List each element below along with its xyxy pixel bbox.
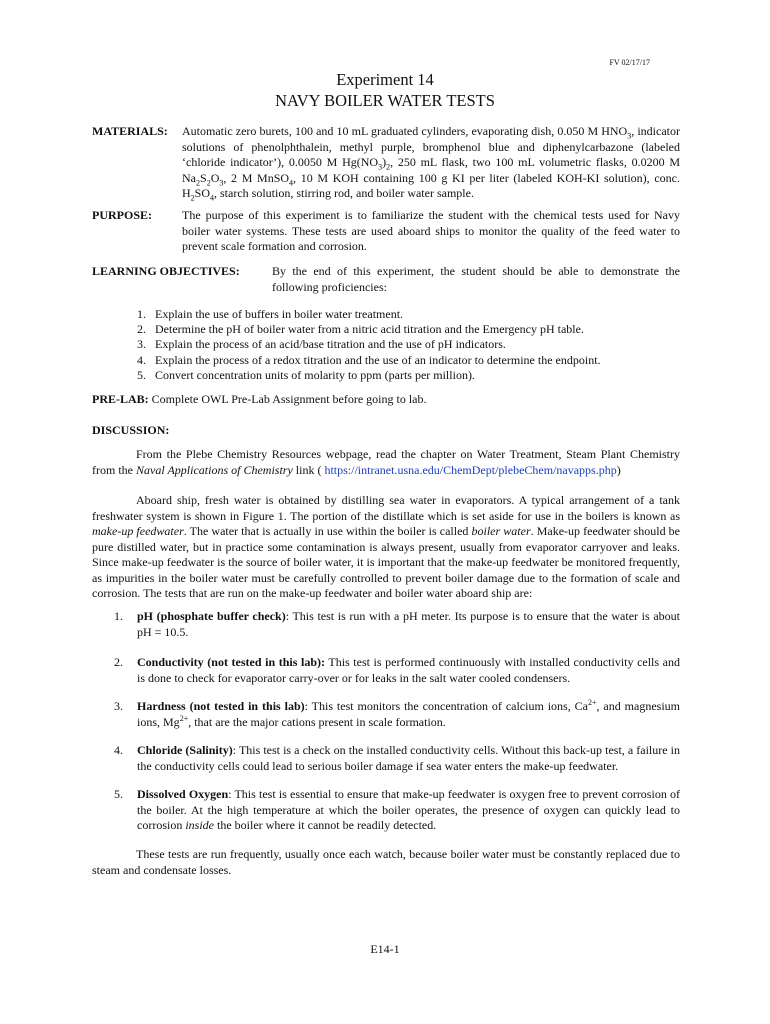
prelab-label: PRE-LAB: bbox=[92, 392, 149, 406]
discussion-paragraph-2: Aboard ship, fresh water is obtained by distilling sea water in evaporators. A typical arrangement of a tank freshwater system is shown in Figure 1. The portion of the distillate which is set aside for use in the boilers is known as make-up feedwater. The water that is actually in use within the boiler is called boiler water. Make-up feedwater should be pure distilled water, but in practice some contamination is always present, usually from evaporator carryover and leaks. Since make-up feedwater is the source of boiler water, it is important that the make-up feedwater be monitored frequently, as impurities in the boiler water must be carefully controlled to prevent boiler damage due to the formation of scale and corrosion. The tests that are run on the make-up feedwater and boiler water aboard ship are: bbox=[92, 493, 680, 600]
discussion-paragraph-3: These tests are run frequently, usually once each watch, because boiler water must be constantly replaced due to steam and condensate losses. bbox=[92, 847, 680, 877]
list-item: 4. Explain the process of a redox titration and the use of an indicator to determine the endpoint. bbox=[137, 352, 601, 367]
list-item: 5. Convert concentration units of molarity to ppm (parts per million). bbox=[137, 367, 475, 382]
experiment-title: NAVY BOILER WATER TESTS bbox=[275, 91, 495, 110]
experiment-number: Experiment 14 bbox=[336, 70, 434, 89]
materials-text: Automatic zero burets, 100 and 10 mL graduated cylinders, evaporating dish, 0.050 M $HNO_3$, indicator solutions of phenolphthalein, methyl purple, bromphenol blue and diphenylcarbazone (labeled ‘chloride indicator’), 0.0050 M $Hg(NO_3)_2$, 250 mL flask, two 100 mL volumetric flasks, 0.0200 M $Na_2S_2O_3$, 2 M MnSO$_4$, 10 M KOH containing 100 g KI per liter (labeled KOH-KI solution), conc. $H_2SO_4$, starch solution, stirring rod, and boiler water sample. bbox=[182, 124, 680, 203]
prelab-line bbox=[92, 392, 427, 407]
learning-objectives-intro: By the end of this experiment, the student should be able to demonstrate the following proficiencies: bbox=[272, 264, 680, 294]
prelab-text: Complete OWL Pre-Lab Assignment before going to lab. bbox=[148, 392, 427, 406]
list-item: 1. Explain the use of buffers in boiler water treatment. bbox=[137, 307, 404, 321]
revision-stamp: FV 02/17/17 bbox=[609, 58, 650, 67]
navapps-link[interactable]: https://intranet.usna.edu/ChemDept/plebeChem/navapps.php bbox=[324, 462, 617, 477]
list-item: 3. Explain the process of an acid/base titration and the use of pH indicators. bbox=[137, 337, 506, 352]
purpose-label: PURPOSE: bbox=[92, 208, 152, 222]
document-page: FV 02/17/17 Experiment 14 NAVY BOILER WATER TESTS MATERIALS: Automatic zero burets, 100 and 10 mL graduated cylinders, evaporating dish, 0.050 M $HNO_3$, indicator solutions of phenolphthalein, methyl purple, bromphenol blue and diphenylcarbazone (labeled ‘chloride indicator’), 0.0050 M $Hg(NO_3)_2$, 250 mL flask, two 100 mL volumetric flasks, 0.0200 M $Na_2S_2O_3$, 2 M MnSO$_4$, 10 M KOH containing 100 g KI per liter (labeled KOH-KI solution), conc. $H_2SO_4$, starch solution, stirring rod, and boiler water sample. PURPOSE: The purpose of this experiment is to familiarize the student with the chemical tests used for Navy boiler water systems. These tests are used aboard ships to monitor the quality of the feed water to prevent scale formation and corrosion. LEARNING OBJECTIVES: By the end of this experiment, the student should be able to demonstrate the following proficiencies: 1. Explain the use of buffers in boiler water treatment. 2. Determine the pH of boiler water from a nitric acid titration and the Emergency pH table. 3. Explain the process of an acid/base titration and the use of pH indicators. 4. Explain the process of a redox titration and the use of an indicator to determine the endpoint. 5. Convert concentration units of molarity to ppm (parts per million). PRE-LAB: Complete OWL Pre-Lab Assignment before going to lab. DISCUSSION: From the Plebe Chemistry Resources webpage, read the chapter on Water Treatment, Steam Plant Chemistry from the Naval Applications of Chemistry link ( https://intranet.usna.edu/ChemDept/plebeChem/navapps.php) Aboard ship, fresh water is obtained by distilling sea water in evaporators. A typical arrangement of a tank freshwater system is shown in Figure 1. The portion of the distillate which is set aside for use in the boilers is known as make-up feedwater. The water that is actually in use within the boiler is called boiler water. Make-up feedwater should be pure distilled water, but in practice some contamination is always present, usually from evaporator carryover and leaks. Since make-up feedwater is the source of boiler water, it is important that the make-up feedwater be monitored frequently, as impurities in the boiler water must be carefully controlled to prevent boiler damage due to the formation of scale and corrosion. The tests that are run on the make-up feedwater and boiler water aboard ship are: 1. pH (phosphate buffer check): This test is run with a pH meter. Its purpose is to ensure that the water is about pH = 10.5. 2. Conductivity (not tested in this lab): This test is performed continuously with installed conductivity cells and is done to check for evaporator carry-over or for leaks in the salt water cooled condensers. 3. Hardness (not tested in this lab): This test monitors the concentration of calcium ions, $Ca^{2+}$, and magnesium ions, $Mg^{2+}$, that are the major cations present in scale formation. 4. Chloride (Salinity): This test is a check on the installed conductivity cells. Without this back-up test, a failure in the conductivity cells could lead to serious boiler damage if sea water enters the make-up feedwater. 5. Dissolved Oxygen: This test is essential to ensure that make-up feedwater is oxygen free to prevent corrosion of the boiler. At the high temperature at which the boiler operates, the presence of oxygen can quickly lead to corrosion inside the boiler where it cannot be readily detected. These tests are run frequently, usually once each watch, because boiler water must be constantly replaced due to steam and condensate losses. E14-1 bbox=[0, 0, 770, 1024]
list-item: 2. Determine the pH of boiler water from a nitric acid titration and the Emergency pH table. bbox=[137, 322, 584, 337]
page-number: E14-1 bbox=[370, 942, 400, 956]
purpose-text: The purpose of this experiment is to familiarize the student with the chemical tests used for Navy boiler water systems. These tests are used aboard ships to monitor the quality of the feed water to prevent scale formation and corrosion. bbox=[182, 208, 680, 253]
learning-objectives-label: LEARNING OBJECTIVES: bbox=[92, 264, 240, 278]
discussion-label: DISCUSSION: bbox=[92, 423, 170, 437]
discussion-paragraph-1: From the Plebe Chemistry Resources webpage, read the chapter on Water Treatment, Steam Plant Chemistry from the Naval Applications of Chemistry link ( https://intranet.usna.edu/ChemDept/plebeChem/navapps.php) bbox=[92, 447, 680, 477]
objectives-list bbox=[137, 307, 601, 383]
materials-label: MATERIALS: bbox=[92, 124, 168, 138]
